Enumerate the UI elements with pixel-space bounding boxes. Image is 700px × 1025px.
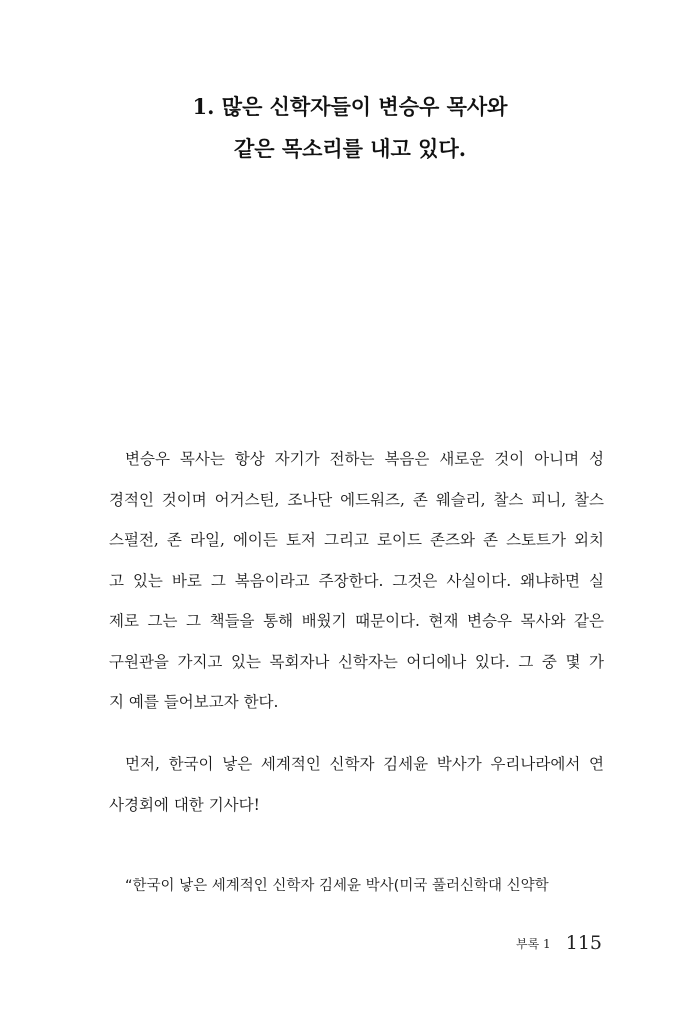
- paragraph-line: 사경회에 대한 기사다!: [109, 795, 260, 814]
- chapter-title-line-2: 같은 목소리를 내고 있다.: [233, 136, 467, 161]
- body-paragraph-1: [109, 439, 604, 723]
- paragraph-line: 제로 그는 그 책들을 통해 배웠기 때문이다. 현재 변승우 목사와 같은: [109, 612, 604, 630]
- quote-text: “한국이 낳은 세계적인 신학자 김세윤 박사(미국 풀러신학대 신약학: [125, 878, 549, 894]
- paragraph-line: 고 있는 바로 그 복음이라고 주장한다. 그것은 사실이다. 왜냐하면 실: [109, 571, 604, 590]
- page-footer: [516, 932, 602, 954]
- paragraph-line: 지 예를 들어보고자 한다.: [109, 693, 279, 711]
- paragraph-line: 먼저, 한국이 낳은 세계적인 신학자 김세윤 박사가 우리나라에서 연: [125, 755, 604, 773]
- paragraph-line: 구원관을 가지고 있는 목회자나 신학자는 어디에나 있다. 그 중 몇 가: [109, 652, 604, 671]
- paragraph-line: 변승우 목사는 항상 자기가 전하는 복음은 새로운 것이 아니며 성: [125, 450, 604, 468]
- quote-block: [125, 872, 605, 900]
- chapter-title-line-1: 1. 많은 신학자들이 변승우 목사와: [192, 94, 508, 119]
- chapter-title: [0, 86, 700, 170]
- body-paragraph-2: [109, 744, 604, 825]
- page-number: 115: [565, 932, 602, 954]
- section-label: 부록 1: [516, 936, 551, 951]
- paragraph-line: 경적인 것이며 어거스틴, 조나단 에드워즈, 존 웨슬리, 찰스 피니, 찰스: [109, 490, 604, 509]
- paragraph-line: 스펄전, 존 라일, 에이든 토저 그리고 로이드 존즈와 존 스토트가 외치: [109, 531, 604, 549]
